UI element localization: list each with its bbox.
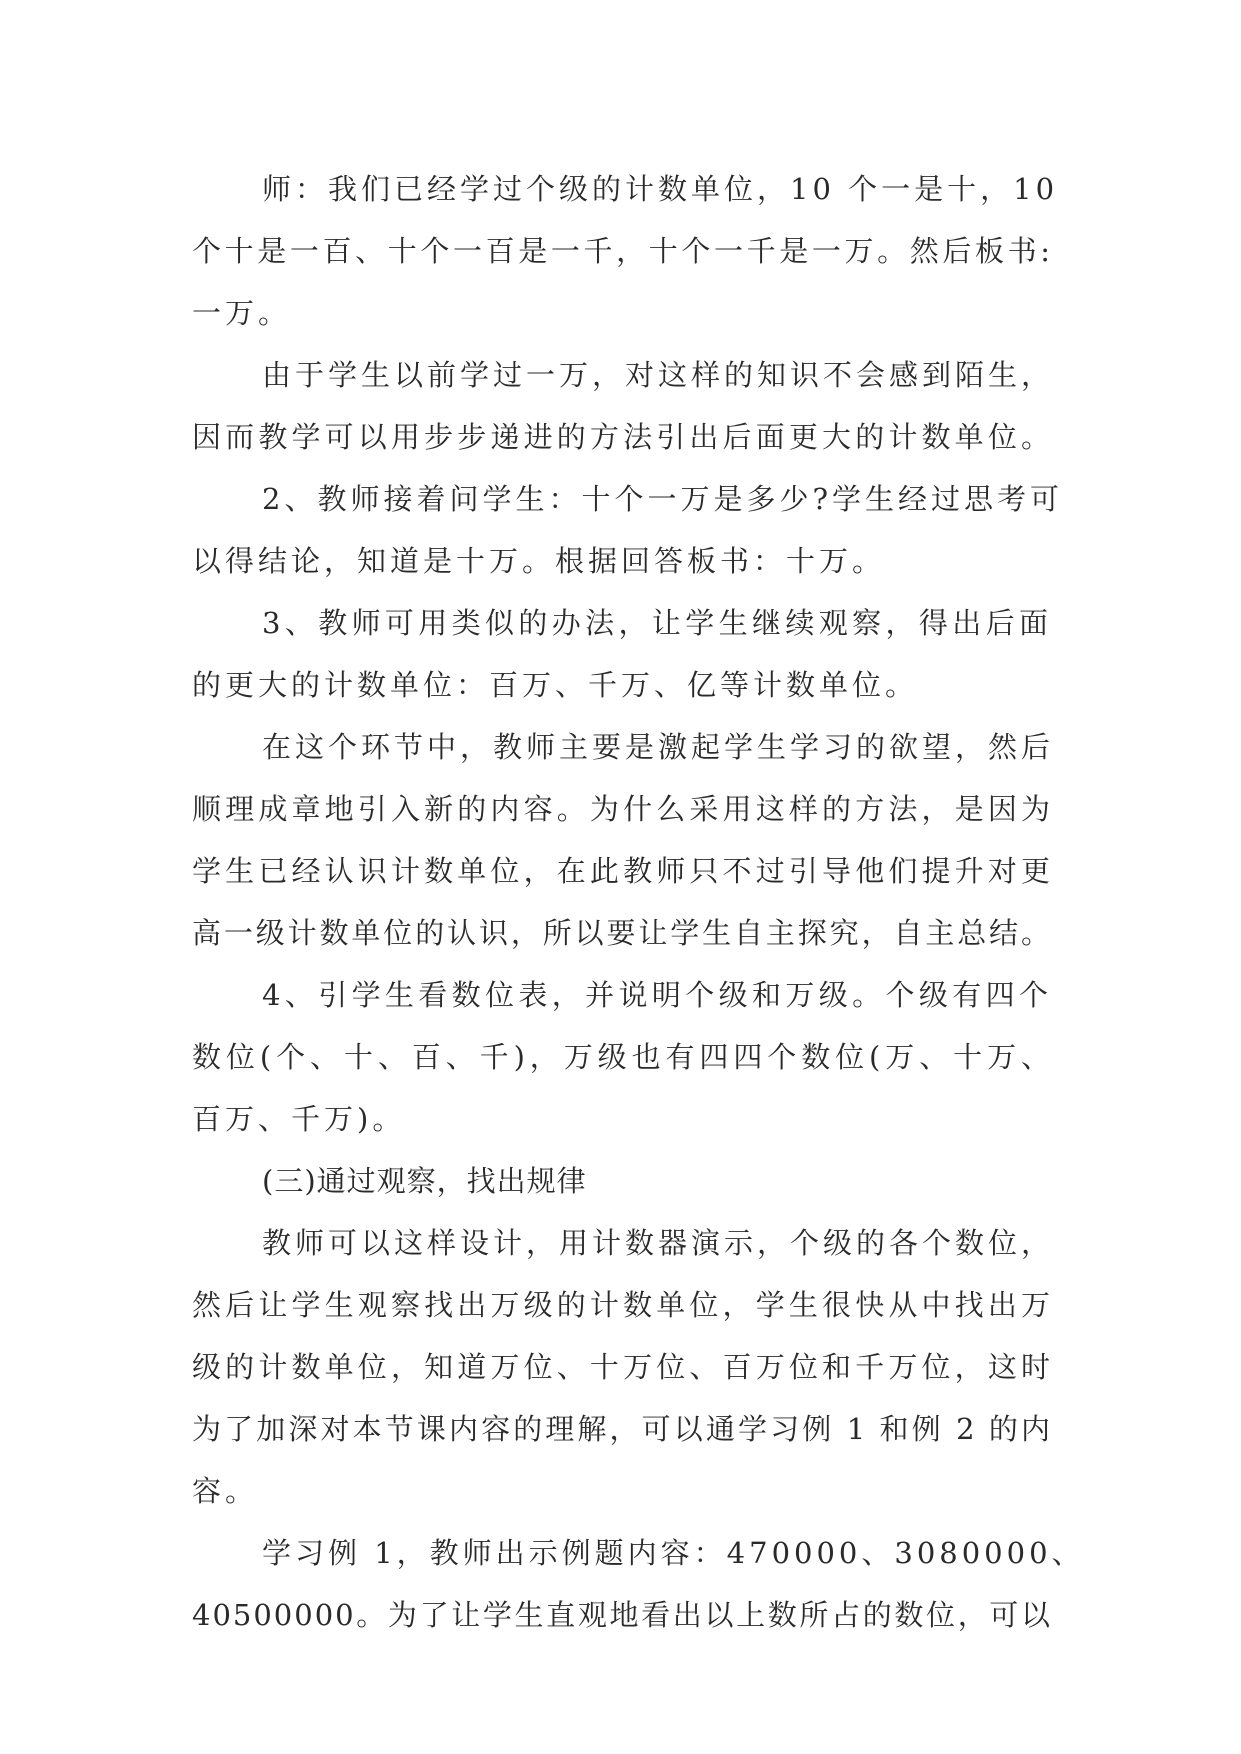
- text-line: 为了加深对本节课内容的理解，可以通学习例 1 和例 2 的内: [192, 1412, 1052, 1446]
- section-heading-text: (三)通过观察，找出规律: [262, 1164, 587, 1198]
- document-body: [192, 158, 1085, 1646]
- text-line: 顺理成章地引入新的内容。为什么采用这样的方法，是因为: [192, 792, 1052, 826]
- paragraph-teacher-intro: [192, 158, 1059, 344]
- paragraph-step-2: [192, 468, 1063, 592]
- text-line: 容。: [192, 1474, 259, 1508]
- text-line: 教师可以这样设计，用计数器演示，个级的各个数位，: [262, 1226, 1055, 1260]
- paragraph-step-3: [192, 592, 1052, 716]
- text-line: 在这个环节中，教师主要是激起学生学习的欲望，然后: [262, 730, 1055, 764]
- text-line: 由于学生以前学过一万，对这样的知识不会感到陌生，: [262, 358, 1055, 392]
- paragraph-demo: [192, 1212, 1055, 1522]
- text-line: 2、教师接着问学生：十个一万是多少?学生经过思考可: [262, 482, 1063, 516]
- text-line: 个十是一百、十个一百是一千，十个一千是一万。然后板书:: [192, 234, 1052, 268]
- text-line: 学生已经认识计数单位，在此教师只不过引导他们提升对更: [192, 854, 1052, 888]
- text-line: 的更大的计数单位：百万、千万、亿等计数单位。: [192, 668, 919, 702]
- text-line: 然后让学生观察找出万级的计数单位，学生很快从中找出万: [192, 1288, 1052, 1322]
- text-line: 40500000。为了让学生直观地看出以上数所占的数位，可以: [192, 1598, 1052, 1632]
- text-line: 数位(个、十、百、千)，万级也有四四个数位(万、十万、: [192, 1040, 1052, 1074]
- text-line: 师：我们已经学过个级的计数单位，10 个一是十，10: [262, 172, 1059, 206]
- text-line: 百万、千万)。: [192, 1102, 406, 1136]
- text-line: 3、教师可用类似的办法，让学生继续观察，得出后面: [262, 606, 1052, 640]
- text-line: 学习例 1，教师出示例题内容：470000、3080000、: [262, 1536, 1085, 1570]
- text-line: 高一级计数单位的认识，所以要让学生自主探究，自主总结。: [192, 916, 1052, 950]
- paragraph-reason: [192, 344, 1055, 468]
- paragraph-example-1: [192, 1522, 1085, 1646]
- section-heading: [192, 1150, 1052, 1212]
- text-line: 因而教学可以用步步递进的方法引出后面更大的计数单位。: [192, 420, 1052, 454]
- text-line: 4、引学生看数位表，并说明个级和万级。个级有四个: [262, 978, 1052, 1012]
- paragraph-explanation: [192, 716, 1055, 964]
- text-line: 级的计数单位，知道万位、十万位、百万位和千万位，这时: [192, 1350, 1052, 1384]
- text-line: 一万。: [192, 296, 292, 330]
- paragraph-step-4: [192, 964, 1052, 1150]
- text-line: 以得结论，知道是十万。根据回答板书：十万。: [192, 544, 886, 578]
